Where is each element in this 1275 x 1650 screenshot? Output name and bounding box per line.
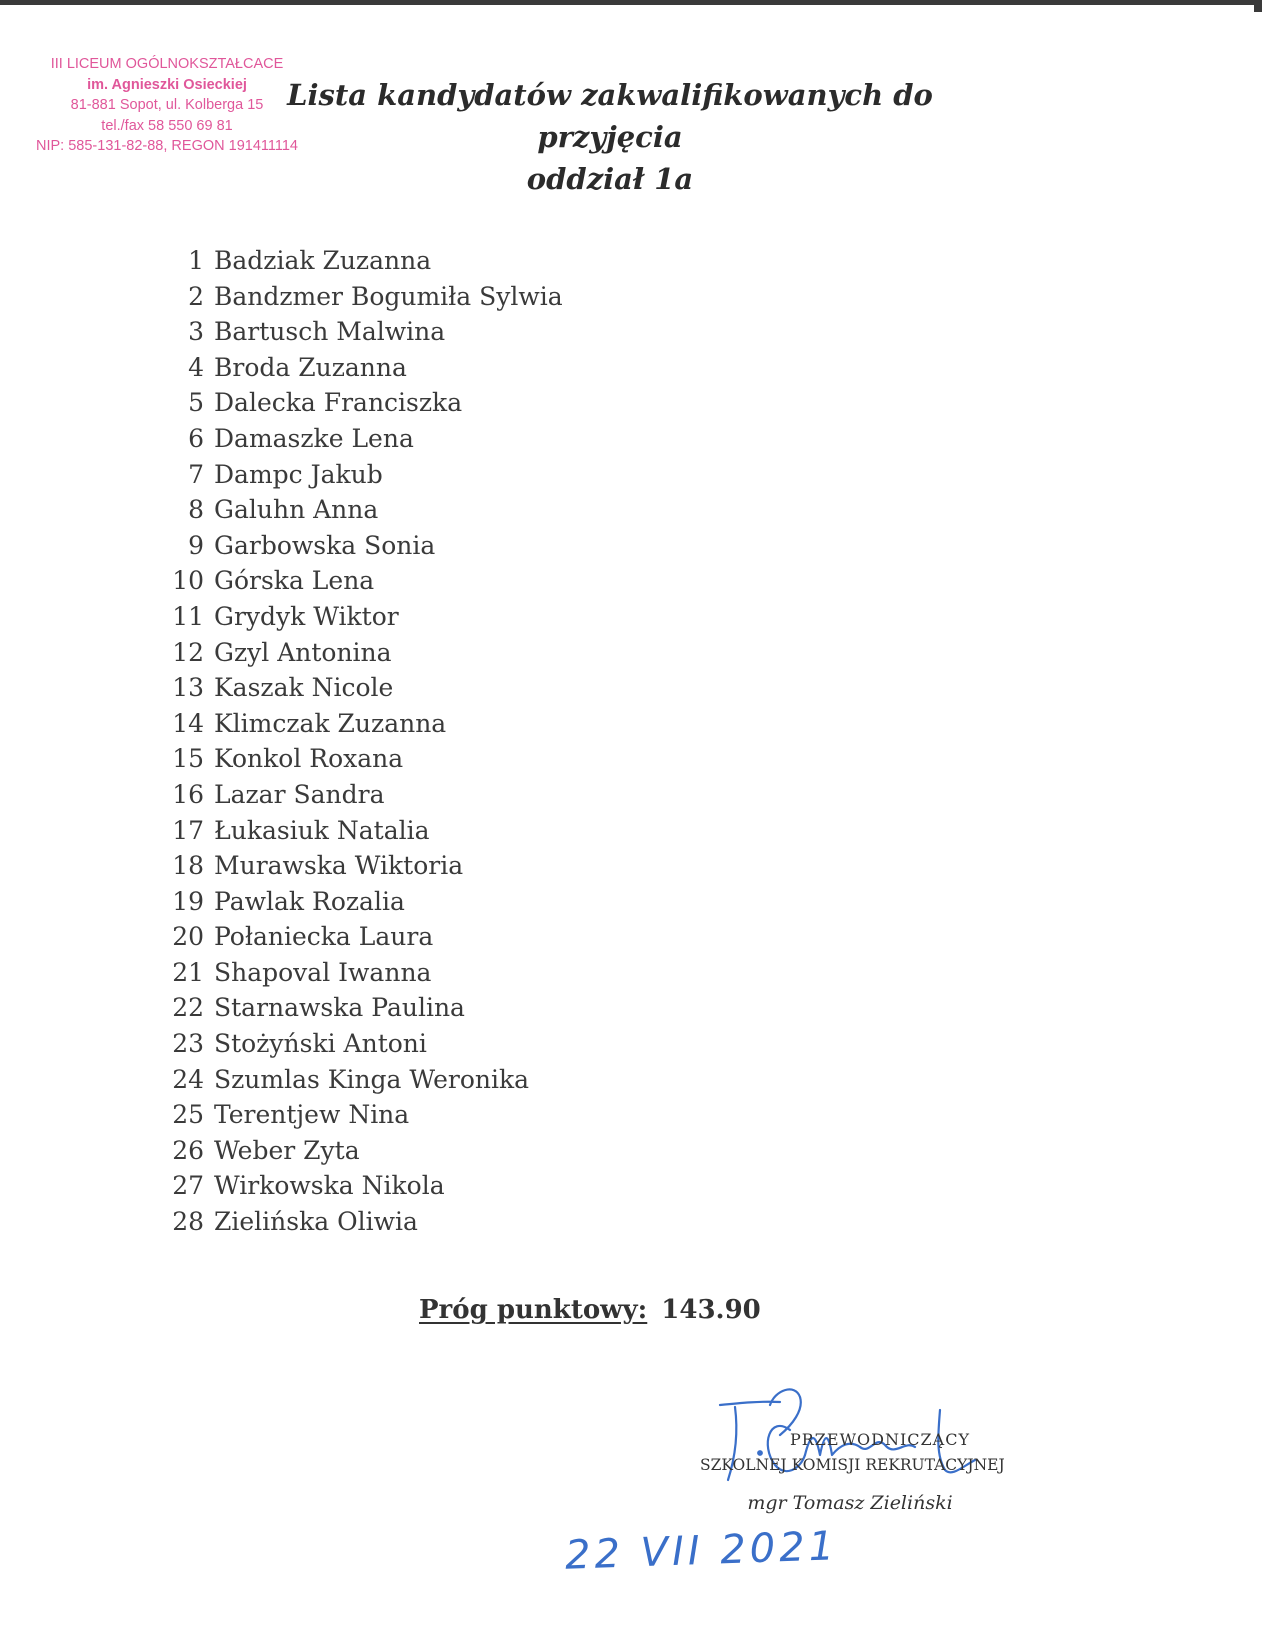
list-item-number: 22 [172,993,204,1023]
list-item [168,1133,563,1169]
list-item-number: 9 [188,530,204,560]
list-item [168,635,563,671]
list-item-number: 14 [172,708,204,738]
list-item [168,990,563,1026]
list-item [168,955,563,991]
list-item-name: Zielińska Oliwia [214,1207,418,1237]
list-item-number: 15 [172,744,204,774]
list-item-name: Górska Lena [214,566,375,596]
list-item-name: Dalecka Franciszka [214,388,463,418]
list-item-number: 7 [188,459,204,489]
list-item-number: 27 [172,1171,204,1201]
list-item-name: Konkol Roxana [214,744,404,774]
list-item-name: Pawlak Rozalia [214,886,405,916]
list-item [168,919,563,955]
list-item-number: 8 [188,495,204,525]
list-item [168,884,563,920]
list-item-number: 21 [172,957,204,987]
list-item-name: Galuhn Anna [214,495,379,525]
list-item-number: 11 [172,601,204,631]
list-item [168,670,563,706]
list-item [168,813,563,849]
stamp-line-ids: NIP: 585-131-82-88, REGON 191411114 [36,138,298,154]
list-item [168,350,563,386]
list-item [168,492,563,528]
list-item-name: Dampc Jakub [214,459,383,489]
list-item-number: 25 [172,1100,204,1130]
list-item [168,1026,563,1062]
list-item [168,1168,563,1204]
list-item [168,848,563,884]
list-item-name: Łukasiuk Natalia [214,815,430,845]
stamp-line-patron: im. Agnieszki Osieckiej [87,76,247,93]
list-item [168,385,563,421]
stamp-line-school: III LICEUM OGÓLNOKSZTAŁCACE [50,56,284,72]
list-item-name: Murawska Wiktoria [214,851,464,881]
list-item-name: Terentjew Nina [214,1100,410,1130]
stamp-line-phone: tel./fax 58 550 69 81 [101,117,233,134]
list-item [168,599,563,635]
threshold-value: 143.90 [661,1295,761,1325]
list-item-name: Gzyl Antonina [214,637,392,667]
threshold [419,1295,761,1325]
list-item-number: 6 [188,423,204,453]
list-item-number: 13 [172,673,204,703]
list-item-number: 10 [172,566,204,596]
candidate-list [168,243,563,1240]
list-item-number: 19 [172,886,204,916]
list-item-name: Starnawska Paulina [214,993,465,1023]
list-item [168,1204,563,1240]
list-item-name: Szumlas Kinga Weronika [214,1064,530,1094]
scan-edge-line [0,0,1262,5]
threshold-label: Próg punktowy: [419,1295,648,1325]
list-item-number: 18 [172,851,204,881]
signature-title: PRZEWODNICZĄCY [789,1430,971,1449]
list-item-number: 28 [172,1207,204,1237]
handwritten-date: 22 VII 2021 [564,1523,839,1579]
list-item-number: 5 [188,388,204,418]
list-item [168,457,563,493]
list-item [168,1062,563,1098]
list-item-name: Wirkowska Nikola [214,1171,445,1201]
list-item [168,279,563,315]
list-item-name: Bandzmer Bogumiła Sylwia [214,281,563,311]
list-item-name: Badziak Zuzanna [214,246,432,275]
list-item-name: Damaszke Lena [214,423,414,453]
list-item-name: Grydyk Wiktor [214,601,399,631]
list-item-name: Kaszak Nicole [214,673,394,703]
list-item [168,741,563,777]
scan-edge-corner [1254,0,1262,12]
title-line-1: Lista kandydatów zakwalifikowanych do przyjęcia [287,78,933,154]
signature-name: mgr Tomasz Zieliński [747,1492,953,1514]
list-item-name: Klimczak Zuzanna [214,708,447,738]
list-item [168,706,563,742]
list-item-number: 12 [172,637,204,667]
list-item-name: Weber Zyta [214,1135,360,1165]
list-item-number: 2 [188,281,204,311]
title-line-2: oddział 1a [526,162,694,196]
list-item-number: 3 [188,317,204,347]
list-item-number: 20 [172,922,204,952]
list-item [168,528,563,564]
list-item-number: 23 [172,1029,204,1059]
list-item-name: Broda Zuzanna [214,352,407,382]
list-item-number: 4 [188,352,204,382]
list-item [168,563,563,599]
list-item-number: 1 [188,246,204,275]
list-item [168,421,563,457]
list-item-name: Bartusch Malwina [214,317,446,347]
list-item [168,243,563,279]
list-item-name: Lazar Sandra [214,779,385,809]
signature-block [700,1430,1005,1514]
list-item [168,777,563,813]
document-title [230,74,990,200]
stamp-line-address: 81-881 Sopot, ul. Kolberga 15 [70,97,264,113]
list-item-name: Garbowska Sonia [214,530,436,560]
list-item [168,1097,563,1133]
signature-committee: SZKOLNEJ KOMISJI REKRUTACYJNEJ [700,1456,1005,1474]
list-item-number: 17 [172,815,204,845]
list-item-number: 24 [172,1064,204,1094]
list-item-name: Stożyński Antoni [214,1029,427,1059]
list-item-name: Połaniecka Laura [214,922,434,952]
list-item-name: Shapoval Iwanna [214,957,432,987]
list-item-number: 16 [172,779,204,809]
list-item-number: 26 [172,1135,204,1165]
list-item [168,314,563,350]
